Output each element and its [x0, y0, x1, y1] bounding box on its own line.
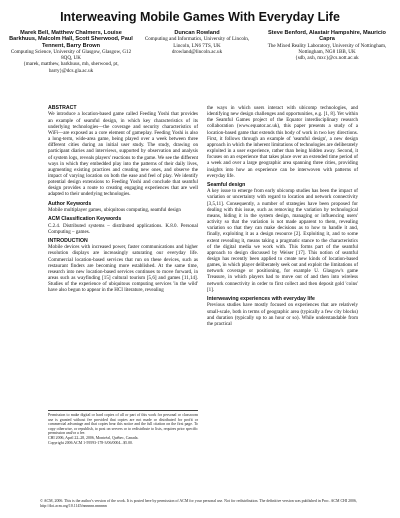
conference-line: CHI 2006, April 22–28, 2006, Montréal, Québec, Canada. [48, 435, 139, 440]
author-group-lincoln [142, 30, 252, 55]
author-affiliation: Computing and Informatics, University of Lincoln, Lincoln, LN6 7TS, UK [144, 36, 250, 49]
author-email: drowland@lincoln.ac.uk [171, 48, 223, 55]
interweaving-text: Previous studies have mostly focused on experiences that are relatively small-scale, both in terms of geographic area (typically a few city blocks) and duration (typically up to an hour or so). While understandable from the practical [207, 302, 358, 327]
copyright-line: Copyright 2006 ACM 1-59593-178-3/06/0004...$5.00. [48, 440, 133, 445]
author-email: {sdb, axh, mxc}@cs.nott.ac.uk [295, 55, 359, 61]
seamful-design-heading: Seamful design [207, 181, 246, 188]
copyright-footer: © ACM, 2006. This is the author's version of the work. It is posted here by permission of ACM for your personal use. Not for redistribution. The definitive version was published in Proc. ACM CHI 2006, http://doi.acm.org/10.1145/nnnnnn.nnnnnn [40, 499, 357, 508]
abstract-text: We introduce a location-based game called Feeding Yoshi that provides an example of seamful design, in which key characteristics of its underlying technologies—the coverage and security characteristics of WiFi—are exposed as a core element of gameplay. Feeding Yoshi is also a long-term, wide-area game, being played over a week between three different cities during an initial user study. The study, drawing on participant diaries and interviews, supported by observation and analysis of system logs, reveals players' reactions to the game. We see the different ways in which they embedded play into the patterns of their daily lives, augmenting existing practices and creating new ones, and observe the impact of varying location on both the ease and feel of play. We identify potential design extensions to Feeding Yoshi and conclude that seamful design provides a route to creating engaging experiences that are well adapted to their underlying technologies. [48, 111, 198, 198]
introduction-text: Mobile devices with increased power, faster communications and higher resolution displays are increasingly saturating our everyday life. Commercial location-based services that run on these devices, such as restaurant finders are becoming more established. At the same time, research into new location-based services continues to move forward, in areas such as wayfinding [15] cultural tourism [5,6] and games [11,14]. Studies of the experience of ubiquitous computing services 'in the wild' have also begun to appear in the HCI literature, revealing [48, 244, 198, 294]
abstract-heading: ABSTRACT [48, 105, 77, 111]
author-names: Steve Benford, Alastair Hampshire, Mauricio Capra [268, 30, 386, 43]
left-column [48, 105, 198, 294]
introduction-heading: INTRODUCTION [48, 237, 88, 244]
author-email: {marek, matthew, barkhuus, mh, sherwood, pt, barry}@dcs.gla.ac.uk [23, 61, 119, 74]
interweaving-heading: Interweaving experiences with everyday life [207, 295, 315, 302]
author-names: Marek Bell, Matthew Chalmers, Louise Barkhuus, Malcolm Hall, Scott Sherwood, Paul Tennent, Barry Brown [9, 30, 133, 49]
author-names: Duncan Rowland [174, 30, 220, 36]
seamful-design-text: A key issue to emerge from early ubicomp studies has been the impact of variation or uncertainty with regard to location and network connectivity [3,5,11]. Consequently, a number of strategies have been proposed for dealing with this issue, such as removing the variation by technological means, hiding it in the system design, managing or influencing users' activity so that the variation is not made apparent to them, revealing variation so that they can make decisions as to how to handle it and, finally, exploiting it as a design resource [2]. Exploiting it, and to some extent revealing it, means taking a pragmatic stance to the characteristics of the digital media we work with. This forms part of the seamful approach to design discussed by Weiser [17]. This notion of seamful design has recently been applied to create new kinds of location-based games, in which player deliberately seek out and exploit the limitations of network coverage or positioning, for example U. Glasgow's game Treasure, in which players had to move out of and then into wireless network connectivity in order to first collect and then deposit gold 'coins' [1]. [207, 188, 358, 293]
author-affiliation: Computing Science, University of Glasgow, Glasgow, G12 8QQ, UK [10, 49, 132, 62]
keywords-text: Mobile multiplayer games, ubiquitous computing, seamful design [48, 207, 181, 213]
author-group-nottingham [262, 30, 392, 61]
author-block [8, 30, 392, 102]
intro-continued-text: the ways in which users interact with ubicomp technologies, and identifying new design challenges and opportunities, e.g. [1, 8]. Yet within the Seamful Games project of the Equator interdisciplinary research collaboration (www.equator.ac.uk), this paper presents a study of a location-based game that extends this body of work in two key directions. First, it follows through an example of 'seamful design', a new design approach in which the inherent limitations of technologies are deliberately exploited in a user experience, rather than being hidden away. Second, it focuses on an experience that takes place over an extended time period of a week and over a large geographic area spanning three cities, providing insights into how an experience can be interwoven with patterns of everyday life. [207, 105, 358, 179]
right-column [207, 105, 358, 327]
paper-title: Interweaving Mobile Games With Everyday Life [60, 10, 340, 24]
acm-classification-heading: ACM Classification Keywords [48, 216, 122, 223]
permission-notice [48, 410, 198, 445]
author-affiliation: The Mixed Reality Laboratory, University of Nottingham, Nottingham, NG8 1BB, UK [267, 42, 387, 55]
author-group-glasgow [8, 30, 134, 74]
acm-classification-text: C.2.4. Distributed systems – distributed applications. K.8.0. Personal Computing – games. [48, 222, 198, 235]
keywords-heading: Author Keywords [48, 200, 92, 207]
permission-text: Permission to make digital or hard copies of all or part of this work for personal or classroom use is granted without fee provided that copies are not made or distributed for profit or commercial advantage and that copies bear this notice and the full citation on the first page. To copy otherwise, or republish, to post on servers or to redistribute to lists, requires prior specific permission and/or a fee. [48, 413, 198, 436]
